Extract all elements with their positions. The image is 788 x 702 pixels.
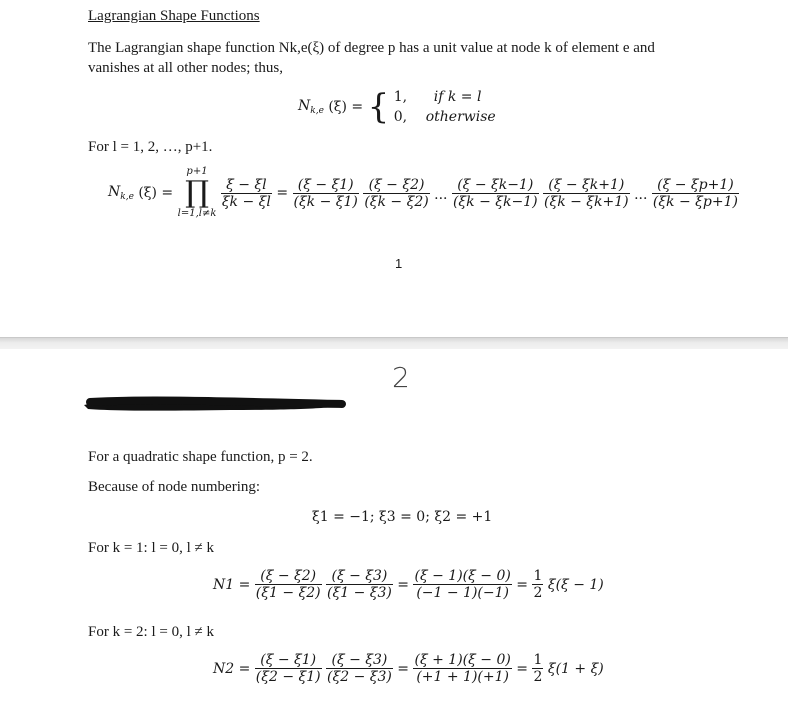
fraction-denominator: (ξ2 − ξ3) bbox=[327, 669, 392, 685]
fraction-denominator: (ξ1 − ξ2) bbox=[255, 585, 321, 601]
equals-sign: = bbox=[516, 576, 529, 593]
fraction-denominator: 2 bbox=[533, 669, 543, 685]
k1-line: For k = 1: l = 0, l ≠ k bbox=[88, 540, 214, 556]
fraction-numerator: (ξ − ξ1) bbox=[255, 652, 322, 669]
fraction-denominator: (+1 + 1)(+1) bbox=[416, 669, 509, 685]
fraction-numerator: (ξ − ξ3) bbox=[326, 652, 393, 669]
fraction-denominator: (ξk − ξ2) bbox=[364, 193, 429, 210]
n2-equation bbox=[213, 652, 604, 685]
case1-value: 1, bbox=[393, 89, 408, 105]
fraction-denominator: (ξk − ξ1) bbox=[293, 193, 358, 210]
case2-condition: otherwise bbox=[425, 109, 496, 125]
equals-sign: = bbox=[276, 185, 289, 201]
section-heading: Lagrangian Shape Functions bbox=[88, 8, 260, 24]
page-number: 1 bbox=[395, 256, 403, 271]
redaction-scribble bbox=[80, 393, 350, 415]
product-lhs-arg: (ξ) = bbox=[138, 185, 174, 201]
fraction-denominator: (ξ2 − ξ1) bbox=[255, 669, 321, 685]
case2-value: 0, bbox=[393, 109, 408, 125]
handwritten-page-number: 2 bbox=[392, 361, 410, 394]
case1-condition: if k = l bbox=[433, 89, 482, 105]
fraction-numerator: (ξ − ξ1) bbox=[293, 177, 359, 194]
left-brace-icon: { bbox=[367, 87, 390, 127]
fraction-denominator: (−1 − 1)(−1) bbox=[416, 585, 509, 601]
node-numbering-line: Because of node numbering: bbox=[88, 479, 261, 495]
fraction-numerator: (ξ − ξk−1) bbox=[452, 177, 539, 194]
fraction-denominator: (ξ1 − ξ3) bbox=[327, 585, 392, 601]
node-values: ξ1 = −1; ξ3 = 0; ξ2 = +1 bbox=[312, 509, 493, 525]
n1-equation bbox=[213, 568, 604, 601]
piecewise-lhs: N bbox=[298, 98, 311, 114]
piecewise-lhs-sub: k,e bbox=[310, 106, 324, 116]
product-lower-limit: l=1,l≠k bbox=[177, 208, 217, 219]
fraction-numerator: (ξ − 1)(ξ − 0) bbox=[414, 568, 511, 584]
fraction-denominator: 2 bbox=[533, 585, 543, 601]
equals-sign: = bbox=[516, 660, 529, 677]
n2-result: ξ(1 + ξ) bbox=[547, 660, 604, 677]
fraction-numerator: 1 bbox=[533, 652, 543, 668]
k2-line: For k = 2: l = 0, l ≠ k bbox=[88, 624, 214, 640]
fraction-numerator: (ξ − ξ3) bbox=[326, 568, 393, 585]
n2-lhs: N2 = bbox=[213, 660, 251, 677]
fraction-numerator: (ξ − ξp+1) bbox=[652, 177, 739, 194]
fraction-numerator: (ξ − ξ2) bbox=[255, 568, 322, 585]
product-upper-limit: p+1 bbox=[186, 166, 208, 177]
quadratic-line: For a quadratic shape function, p = 2. bbox=[88, 449, 313, 465]
ellipsis: ··· bbox=[434, 191, 448, 207]
equals-sign: = bbox=[397, 660, 410, 677]
product-symbol-icon: ∏ bbox=[185, 175, 209, 210]
fraction-denominator: (ξk − ξp+1) bbox=[652, 193, 738, 210]
paragraph-line-1: The Lagrangian shape function Nk,e(ξ) of degree p has a unit value at node k of element e and bbox=[88, 40, 655, 56]
fraction-denominator: (ξk − ξk−1) bbox=[452, 193, 538, 210]
document-page-1 bbox=[0, 0, 788, 337]
ellipsis: ··· bbox=[634, 191, 648, 207]
piecewise-equation bbox=[298, 87, 496, 127]
product-formula bbox=[108, 166, 739, 220]
document-page-2 bbox=[0, 349, 788, 702]
product-lhs: N bbox=[108, 184, 121, 200]
piecewise-lhs-arg: (ξ) = bbox=[328, 99, 364, 115]
n1-lhs: N1 = bbox=[213, 576, 251, 593]
fraction-numerator: (ξ − ξk+1) bbox=[543, 177, 630, 194]
fraction-denominator: (ξk − ξk+1) bbox=[544, 193, 629, 210]
n1-result: ξ(ξ − 1) bbox=[547, 576, 604, 593]
fraction-numerator: 1 bbox=[533, 568, 543, 584]
fraction-denominator: ξk − ξl bbox=[221, 193, 271, 210]
product-lhs-sub: k,e bbox=[120, 192, 134, 202]
paragraph-line-2: vanishes at all other nodes; thus, bbox=[88, 60, 283, 76]
for-range-line: For l = 1, 2, …, p+1. bbox=[88, 139, 213, 155]
fraction-numerator: ξ − ξl bbox=[221, 177, 272, 194]
fraction-numerator: (ξ − ξ2) bbox=[363, 177, 429, 194]
fraction-numerator: (ξ + 1)(ξ − 0) bbox=[414, 652, 511, 668]
equals-sign: = bbox=[397, 576, 410, 593]
